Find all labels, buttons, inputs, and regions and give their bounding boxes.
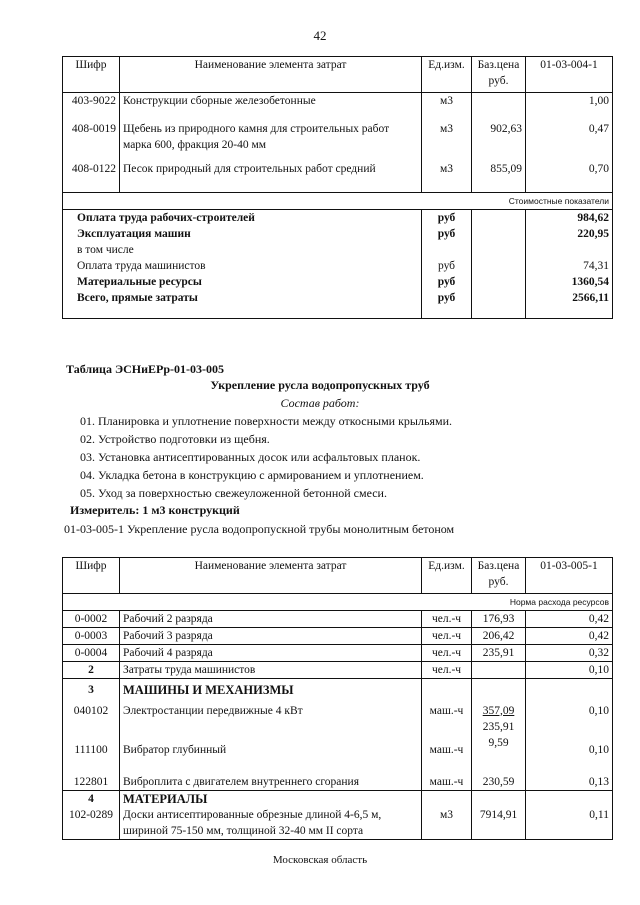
page-number: 42 — [313, 28, 327, 43]
table-row: 408-0019 Щебень из природного камня для строительных работ марка 600, фракция 20-40 мм м3 902,63 0,47 — [63, 121, 613, 161]
table-row: 403-9022 Конструкции сборные железобетонные м3 1,00 — [63, 93, 613, 121]
cost-row: в том числе — [63, 242, 613, 258]
cost-row: Эксплуатация машин руб 220,95 — [63, 226, 613, 242]
header-name: Наименование элемента затрат — [120, 57, 422, 93]
table-row: 0-0003 Рабочий 3 разряда чел.-ч 206,42 0,42 — [63, 628, 613, 645]
table-row: 2 Затраты труда машинистов чел.-ч 0,10 — [63, 662, 613, 679]
work-item: 02. Устройство подготовки из щебня. — [80, 432, 270, 446]
norm-label: Норма расхода ресурсов — [63, 594, 613, 611]
resource-table-1 — [62, 56, 613, 319]
work-item: 04. Укладка бетона в конструкцию с армированием и уплотнением. — [80, 468, 424, 482]
header-price: Баз.цена руб. — [472, 558, 526, 594]
header-unit: Ед.изм. — [422, 558, 472, 594]
resource-table-2 — [62, 557, 613, 840]
work-item: 03. Установка антисептированных досок или асфальтовых планок. — [80, 450, 421, 464]
norm-code-line: 01-03-005-1 Укрепление русла водопропускной трубы монолитным бетоном — [64, 522, 455, 536]
header-name: Наименование элемента затрат — [120, 558, 422, 594]
table-row: 040102 Электростанции передвижные 4 кВт маш.-ч 357,09 235,91 0,10 — [63, 699, 613, 735]
price-value: 357,09 — [482, 704, 515, 717]
table-row: 111100 Вибратор глубинный маш.-ч 9,59 0,10 — [63, 735, 613, 765]
header-norm: 01-03-004-1 — [526, 57, 613, 93]
table-title: Таблица ЭСНиЕРр-01-03-005 — [66, 362, 225, 376]
header-price: Баз.цена руб. — [472, 57, 526, 93]
table-row: 0-0004 Рабочий 4 разряда чел.-ч 235,91 0,32 — [63, 645, 613, 662]
cost-indicators-label: Стоимостные показатели — [63, 193, 613, 210]
header-norm: 01-03-005-1 — [526, 558, 613, 594]
cost-row: Материальные ресурсы руб 1360,54 — [63, 274, 613, 290]
table-row: 102-0289 Доски антисептированные обрезные длиной 4-6,5 м, шириной 75-150 мм, толщиной 32-40 мм II сорта м3 7914,91 0,11 — [63, 807, 613, 840]
table-row: 0-0002 Рабочий 2 разряда чел.-ч 176,93 0,42 — [63, 611, 613, 628]
cost-row: Оплата труда рабочих-строителей руб 984,62 — [63, 210, 613, 227]
work-item: 05. Уход за поверхностью свежеуложенной бетонной смеси. — [80, 486, 387, 500]
section-row: 4 МАТЕРИАЛЫ — [63, 791, 613, 808]
price-value-secondary: 235,91 — [482, 720, 515, 733]
header-unit: Ед.изм. — [422, 57, 472, 93]
work-item: 01. Планировка и уплотнение поверхности между откосными крыльями. — [80, 414, 452, 428]
table-subtitle: Укрепление русла водопропускных труб — [210, 378, 430, 392]
header-code: Шифр — [63, 558, 120, 594]
cost-row: Всего, прямые затраты руб 2566,11 — [63, 290, 613, 306]
cost-row: Оплата труда машинистов руб 74,31 — [63, 258, 613, 274]
section-row: 3 МАШИНЫ И МЕХАНИЗМЫ — [63, 679, 613, 699]
composition-heading: Состав работ: — [280, 396, 360, 410]
table-row: 408-0122 Песок природный для строительных работ средний м3 855,09 0,70 — [63, 161, 613, 183]
page-footer: Московская область — [272, 854, 368, 866]
header-code: Шифр — [63, 57, 120, 93]
meter-unit: Измеритель: 1 м3 конструкций — [70, 503, 240, 517]
table-row: 122801 Виброплита с двигателем внутреннего сгорания маш.-ч 230,59 0,13 — [63, 765, 613, 791]
